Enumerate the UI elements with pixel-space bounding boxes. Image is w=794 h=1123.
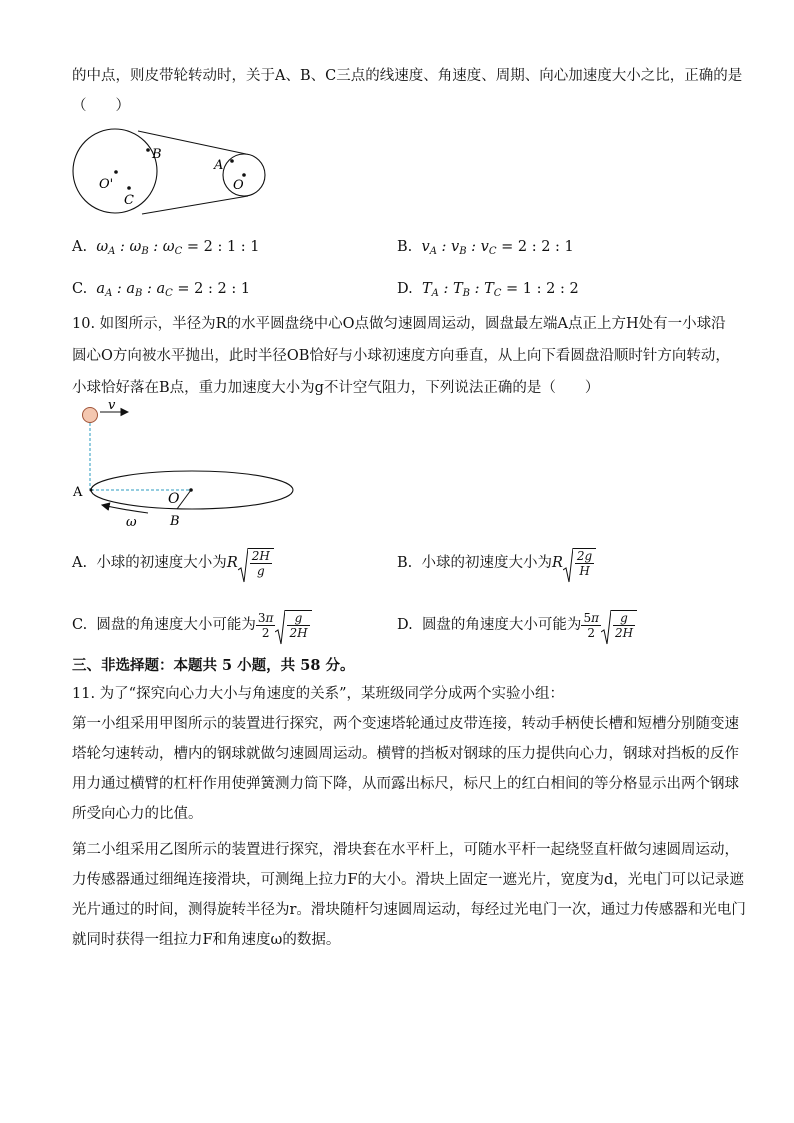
label-B: B	[170, 514, 180, 529]
q10-option-c[interactable]: C. 圆盘的角速度大小可能为 $\frac{3\pi}{2}$ $\frac{g}{2H}$	[72, 610, 312, 640]
q11-p1-line-1: 第一小组采用甲图所示的装置进行探究，两个变速塔轮通过皮带连接，转动手柄使长槽和短槽分别随变速	[72, 716, 739, 732]
q10-text-line-2: 圆心O方向被水平抛出，此时半径OB恰好与小球初速度方向垂直，从上向下看圆盘沿顺时针方向转动，	[72, 348, 730, 364]
q11-p1-line-4: 所受向心力的比值。	[72, 806, 203, 822]
q11-p2-line-2: 力传感器通过细绳连接滑块，可测绳上拉力F的大小。滑块上固定一遮光片，宽度为d，光电门可以记录遮	[72, 872, 744, 888]
q9-option-a[interactable]: A. $\omega_A$ : $\omega_B$ : $\omega_C = 2$ : 1 : 1	[72, 239, 260, 257]
q10-disc-figure	[70, 400, 302, 532]
q11-p1-line-2: 塔轮匀速转动，槽内的钢球就做匀速圆周运动。横臂的挡板对钢球的压力提供向心力，钢球对挡板的反作	[72, 746, 739, 762]
label-O: O	[168, 491, 180, 507]
q9-belt-pulley-figure	[66, 126, 276, 222]
label-O-prime: O'	[99, 177, 114, 192]
label-omega: ω	[126, 515, 137, 530]
label-C: C	[124, 193, 134, 208]
q11-text-line-1: 11. 为了“探究向心力大小与角速度的关系”，某班级同学分成两个实验小组：	[72, 686, 564, 702]
label-A: A	[214, 158, 224, 173]
q10-text-line-3: 小球恰好落在B点，重力加速度大小为g不计空气阻力，下列说法正确的是（ ）	[72, 380, 600, 396]
label-A: A	[73, 485, 83, 500]
q10-option-a[interactable]: A. 小球的初速度大小为R $\frac{2H}{g}$	[72, 548, 274, 578]
q10-option-b[interactable]: B. 小球的初速度大小为R $\frac{2g}{H}$	[397, 548, 596, 578]
label-v: v	[108, 400, 116, 413]
q10-text-line-1: 10. 如图所示，半径为R的水平圆盘绕中心O点做匀速圆周运动，圆盘最左端A点正上方H处有一小球沿	[72, 316, 726, 332]
q11-p1-line-3: 用力通过横臂的杠杆作用使弹簧测力筒下降，从而露出标尺，标尺上的红白相间的等分格显示出两个钢球	[72, 776, 739, 792]
q11-p2-line-1: 第二小组采用乙图所示的装置进行探究，滑块套在水平杆上，可随水平杆一起绕竖直杆做匀速圆周运动，	[72, 842, 739, 858]
q9-option-d[interactable]: D. $T_A$ : $T_B$ : $T_C = 1$ : 2 : 2	[397, 281, 579, 299]
label-B: B	[152, 147, 162, 162]
q11-p2-line-4: 就同时获得一组拉力F和角速度ω的数据。	[72, 932, 341, 948]
label-O: O	[233, 178, 244, 193]
q9-option-c[interactable]: C. $a_A$ : $a_B$ : $a_C = 2$ : 2 : 1	[72, 281, 251, 299]
belt-bottom	[142, 196, 248, 214]
q10-option-d[interactable]: D. 圆盘的角速度大小可能为 $\frac{5\pi}{2}$ $\frac{g}{2H}$	[397, 610, 637, 640]
ball	[83, 408, 98, 423]
q11-p2-line-3: 光片通过的时间，测得旋转半径为r。滑块随杆匀速圆周运动，每经过光电门一次，通过力传感器和光电门	[72, 902, 746, 918]
q9-text-line-1: 的中点，则皮带轮转动时，关于A、B、C三点的线速度、角速度、周期、向心加速度大小之比，正确的是	[72, 68, 743, 84]
q9-option-b[interactable]: B. $v_A$ : $v_B$ : $v_C = 2$ : 2 : 1	[397, 239, 574, 257]
q9-answer-paren: （ ）	[72, 98, 130, 114]
section-3-heading: 三、非选择题：本题共 5 小题，共 58 分。	[72, 657, 355, 674]
